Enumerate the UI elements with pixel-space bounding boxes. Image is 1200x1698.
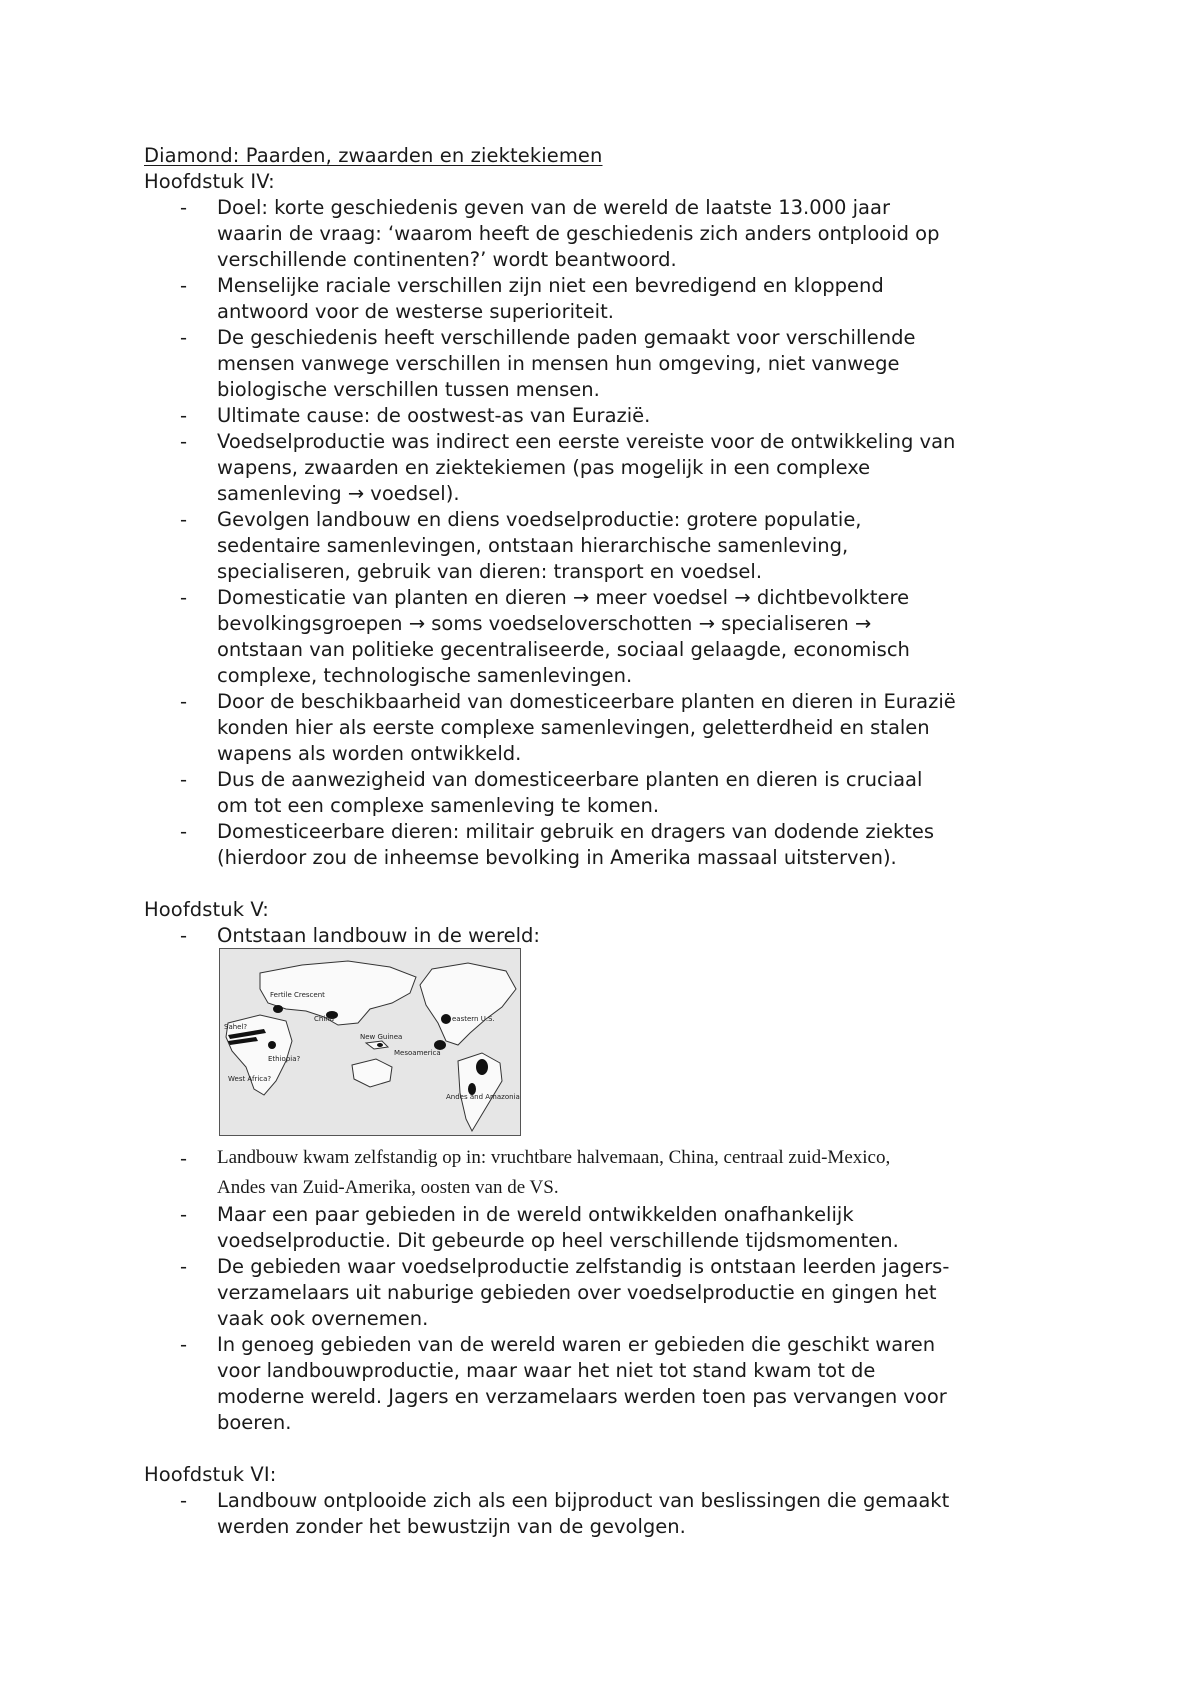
list-item: Landbouw kwam zelfstandig op in: vruchtbare halvemaan, China, centraal zuid-Mexico, Andes van Zuid-Amerika, oosten van de VS. [217, 1147, 891, 1198]
bullet-dash: - [180, 1255, 188, 1278]
bullet-dash: - [180, 1333, 188, 1356]
bullet-dash: - [180, 508, 188, 531]
chapter-6-heading: Hoofdstuk VI: [144, 1463, 277, 1486]
bullet-dash: - [180, 1489, 188, 1512]
bullet-dash: - [180, 196, 188, 219]
bullet-dash: - [180, 924, 188, 947]
list-item: Voedselproductie was indirect een eerste vereiste voor de ontwikkeling van wapens, zwaarden en ziektekiemen (pas mogelijk in een complexe samenleving → voedsel). [217, 430, 956, 505]
list-item: Landbouw ontplooide zich als een bijproduct van beslissingen die gemaakt werden zonder het bewustzijn van de gevolgen. [217, 1489, 950, 1538]
list-item: Door de beschikbaarheid van domesticeerbare planten en dieren in Eurazië konden hier als eerste complexe samenlevingen, geletterdheid en stalen wapens als worden ontwikkeld. [217, 690, 956, 765]
bullet-dash: - [180, 690, 188, 713]
map-label-west-africa: West Africa? [228, 1075, 272, 1083]
bullet-dash: - [180, 820, 188, 843]
bullet-dash: - [180, 1203, 188, 1226]
list-item: Doel: korte geschiedenis geven van de wereld de laatste 13.000 jaar waarin de vraag: ‘waarom heeft de geschiedenis zich anders ontplooid op verschillende continenten?’ wordt beantwoord. [217, 196, 940, 271]
map-label-new-guinea: New Guinea [360, 1033, 403, 1041]
list-item: De gebieden waar voedselproductie zelfstandig is ontstaan leerden jagers- verzamelaars uit naburige gebieden over voedselproductie en gingen het vaak ook overnemen. [217, 1255, 950, 1330]
list-item: Ultimate cause: de oostwest-as van Eurazië. [217, 404, 651, 427]
world-map-graphic [220, 949, 520, 1135]
list-item: Maar een paar gebieden in de wereld ontwikkelden onafhankelijk voedselproductie. Dit gebeurde op heel verschillende tijdsmomenten. [217, 1203, 899, 1252]
bullet-dash: - [180, 404, 188, 427]
bullet-dash: - [180, 274, 188, 297]
map-label-sahel: Sahel? [224, 1023, 248, 1031]
list-item: In genoeg gebieden van de wereld waren er gebieden die geschikt waren voor landbouwproductie, maar waar het niet tot stand kwam tot de moderne wereld. Jagers en verzamelaars werden toen pas vervangen voor boeren. [217, 1333, 947, 1434]
map-label-mesoamerica: Mesoamerica [394, 1049, 441, 1057]
bullet-dash: - [180, 430, 188, 453]
map-label-eastern-us: eastern U.S. [452, 1015, 495, 1023]
chapter-5-heading: Hoofdstuk V: [144, 898, 269, 921]
list-item: Dus de aanwezigheid van domesticeerbare planten en dieren is cruciaal om tot een complexe samenleving te komen. [217, 768, 923, 817]
bullet-dash: - [180, 1147, 188, 1170]
bullet-dash: - [180, 768, 188, 791]
bullet-dash: - [180, 586, 188, 609]
list-item: Domesticatie van planten en dieren → meer voedsel → dichtbevolktere bevolkingsgroepen → soms voedseloverschotten → specialiseren → ontstaan van politieke gecentraliseerde, sociaal gelaagde, economisch complexe, technologische samenlevingen. [217, 586, 910, 687]
bullet-dash: - [180, 326, 188, 349]
map-label-fertile-crescent: Fertile Crescent [270, 991, 325, 999]
map-label-china: China [314, 1015, 334, 1023]
chapter-4-heading: Hoofdstuk IV: [144, 170, 275, 193]
list-item: Domesticeerbare dieren: militair gebruik en dragers van dodende ziektes (hierdoor zou de inheemse bevolking in Amerika massaal uitsterven). [217, 820, 935, 869]
list-item: Gevolgen landbouw en diens voedselproductie: grotere populatie, sedentaire samenlevingen, ontstaan hierarchische samenleving, specialiseren, gebruik van dieren: transport en voedsel. [217, 508, 862, 583]
map-label-ethiopia: Ethiopia? [268, 1055, 301, 1063]
list-item: Menselijke raciale verschillen zijn niet een bevredigend en kloppend antwoord voor de westerse superioriteit. [217, 274, 884, 323]
world-agriculture-map [219, 948, 521, 1136]
list-item: Ontstaan landbouw in de wereld: [217, 924, 540, 947]
document-title: Diamond: Paarden, zwaarden en ziektekiemen [144, 144, 603, 167]
list-item: De geschiedenis heeft verschillende paden gemaakt voor verschillende mensen vanwege verschillen in mensen hun omgeving, niet vanwege biologische verschillen tussen mensen. [217, 326, 916, 401]
map-label-andes: Andes and Amazonia [446, 1093, 520, 1101]
